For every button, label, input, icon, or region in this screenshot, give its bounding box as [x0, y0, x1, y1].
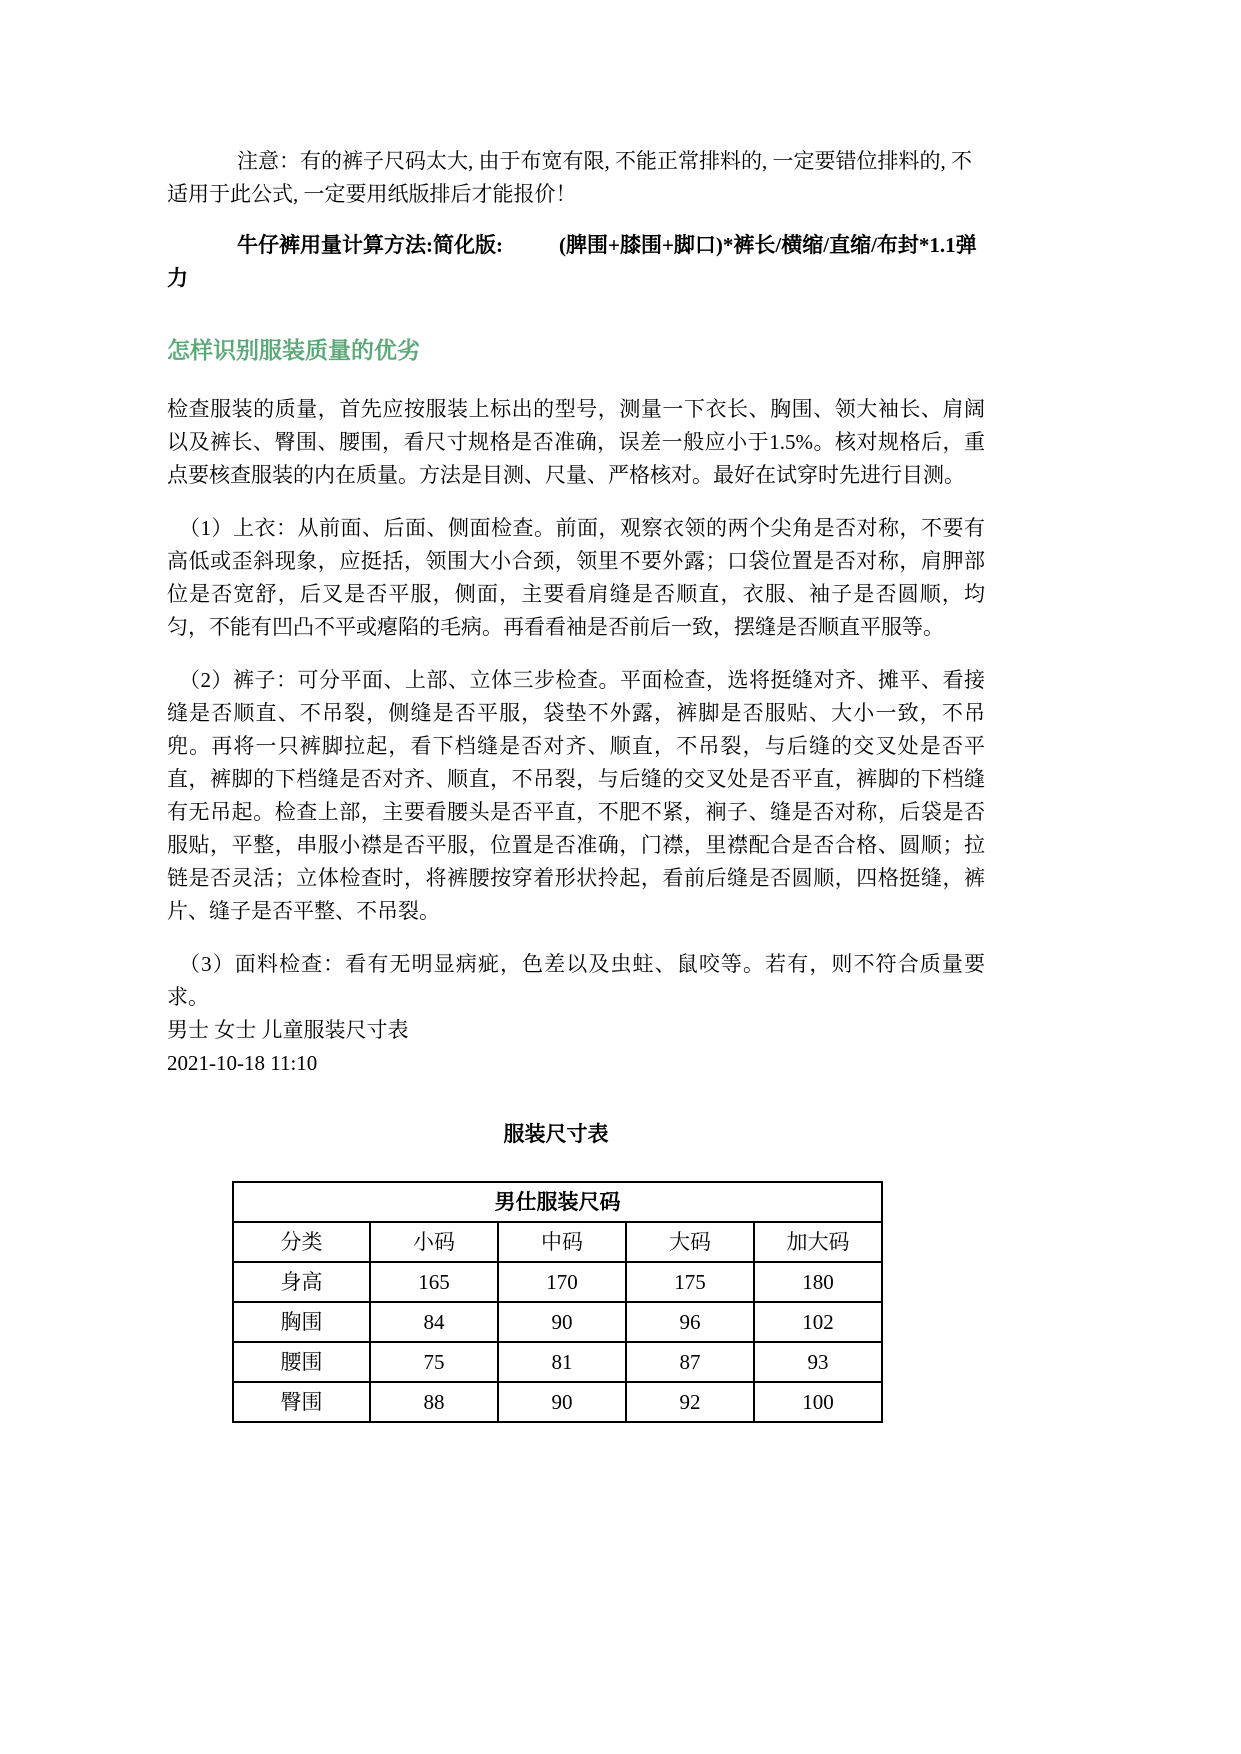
row-label: 身高: [233, 1262, 370, 1302]
cell: 102: [754, 1302, 882, 1342]
row-label: 臀围: [233, 1382, 370, 1422]
cell: 81: [498, 1342, 626, 1382]
col-header-medium: 中码: [498, 1222, 626, 1262]
cell: 165: [370, 1262, 498, 1302]
cell: 75: [370, 1342, 498, 1382]
table-header-row: [233, 1222, 882, 1262]
col-header-small: 小码: [370, 1222, 498, 1262]
row-label: 胸围: [233, 1302, 370, 1342]
cell: 84: [370, 1302, 498, 1342]
document-content: [167, 0, 985, 1423]
table-caption-row: [233, 1182, 882, 1222]
col-header-large: 大码: [626, 1222, 754, 1262]
item-3-paragraph: （3）面料检查：看有无明显病疵，色差以及虫蛀、鼠咬等。若有，则不符合质量要求。: [167, 952, 985, 1009]
cell: 87: [626, 1342, 754, 1382]
formula-label: 牛仔裤用量计算方法:简化版:: [237, 233, 503, 257]
cell: 90: [498, 1302, 626, 1342]
formula-value: (脾围+膝围+脚口)*裤长/横缩/直缩/布封*1.1弹力: [167, 233, 977, 290]
formula-paragraph: [167, 229, 985, 295]
cell: 88: [370, 1382, 498, 1422]
cell: 170: [498, 1262, 626, 1302]
cell: 175: [626, 1262, 754, 1302]
table-row-height: [233, 1262, 882, 1302]
table-row-hip: [233, 1382, 882, 1422]
table-row-waist: [233, 1342, 882, 1382]
cell: 180: [754, 1262, 882, 1302]
cell: 100: [754, 1382, 882, 1422]
cell: 93: [754, 1342, 882, 1382]
intro-paragraph: 检查服装的质量，首先应按服装上标出的型号，测量一下衣长、胸围、领大袖长、肩阔以及裤长、臀围、腰围，看尺寸规格是否准确，误差一般应小于1.5%。核对规格后，重点要核查服装的内在质量。方法是目测、尺量、严格核对。最好在试穿时先进行目测。: [167, 397, 985, 487]
item-2-paragraph: （2）裤子：可分平面、上部、立体三步检查。平面检查，选将挺缝对齐、摊平、看接缝是否顺直、不吊裂，侧缝是否平服，袋垫不外露，裤脚是否服贴、大小一致，不吊兜。再将一只裤脚拉起，看下档缝是否对齐、顺直，不吊裂，与后缝的交叉处是否平直，裤脚的下档缝是否对齐、顺直，不吊裂，与后缝的交叉处是否平直，裤脚的下档缝有无吊起。检查上部，主要看腰头是否平直，不肥不紧，裥子、缝是否对称，后袋是否服贴，平整，串服小襟是否平服，位置是否准确，门襟，里襟配合是否合格、圆顺；拉链是否灵活；立体检查时，将裤腰按穿着形状拎起，看前后缝是否圆顺，四格挺缝，裤片、缝子是否平整、不吊裂。: [167, 668, 985, 923]
cell: 96: [626, 1302, 754, 1342]
row-label: 腰围: [233, 1342, 370, 1382]
section-heading: 怎样识别服装质量的优劣: [167, 337, 420, 363]
size-table-block: [232, 1118, 880, 1423]
size-chart-title-line: 男士 女士 儿童服装尺寸表: [167, 1018, 409, 1042]
size-table: [232, 1181, 883, 1423]
notice-paragraph: 注意：有的裤子尺码太大, 由于布宽有限, 不能正常排料的, 一定要错位排料的, 不适用于此公式, 一定要用纸版排后才能报价！: [167, 149, 972, 206]
cell: 92: [626, 1382, 754, 1422]
col-header-xlarge: 加大码: [754, 1222, 882, 1262]
table-row-chest: [233, 1302, 882, 1342]
timestamp: 2021-10-18 11:10: [167, 1051, 318, 1075]
table-caption: 男仕服装尺码: [233, 1182, 882, 1222]
table-title: 服装尺寸表: [503, 1122, 609, 1146]
cell: 90: [498, 1382, 626, 1422]
item-1-paragraph: （1）上衣：从前面、后面、侧面检查。前面，观察衣领的两个尖角是否对称，不要有高低或歪斜现象，应挺括，领围大小合颈，领里不要外露；口袋位置是否对称，肩胛部位是否宽舒，后叉是否平服，侧面，主要看肩缝是否顺直，衣服、袖子是否圆顺，均匀，不能有凹凸不平或瘪陷的毛病。再看看袖是否前后一致，摆缝是否顺直平服等。: [167, 516, 985, 639]
col-header-category: 分类: [233, 1222, 370, 1262]
